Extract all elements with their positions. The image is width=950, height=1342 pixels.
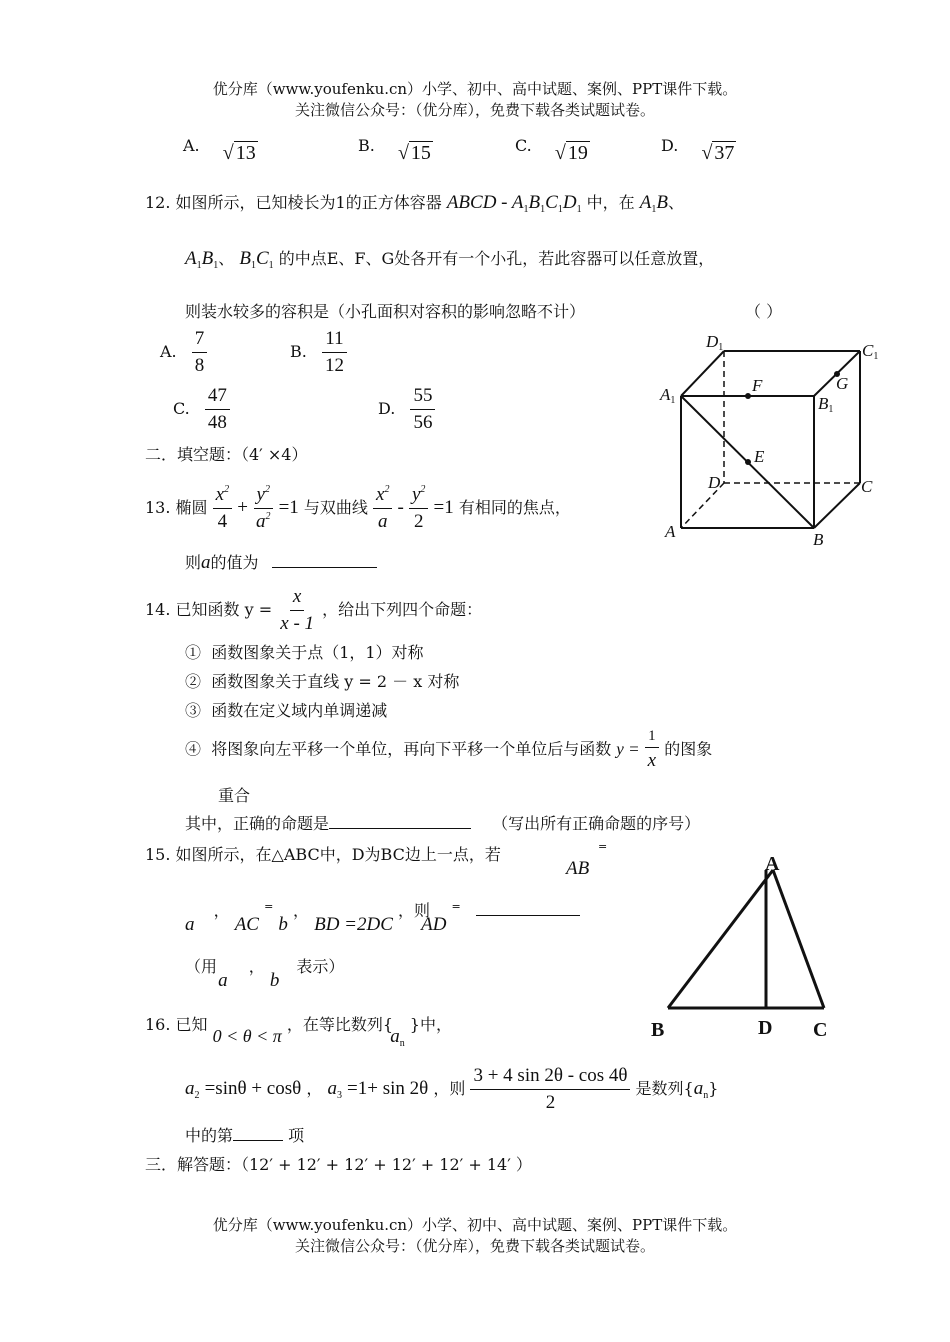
- q13-line-2: 则a的值为: [185, 550, 377, 574]
- point-e: [745, 459, 751, 465]
- q16-line-1: 16. 已知 0 < θ < π ，在等比数列{ $a_n$ }中，: [145, 1015, 452, 1049]
- q14-intro: 14. 已知函数 y = $\frac{x}{x - 1}$ ，给出下列四个命题：: [145, 586, 483, 634]
- footer-line-2: 关注微信公众号：（优分库），免费下载各类试题试卷。: [294, 1237, 655, 1255]
- footer-line-1: 优分库（www.youfenku.cn）小学、初中、高中试题、案例、PPT课件下载。: [212, 1216, 738, 1234]
- q11-option-a: A. √ 13: [183, 136, 256, 164]
- q12-option-b: B. $\frac{11}{12}$: [290, 328, 347, 377]
- triangle-figure: [648, 848, 838, 1043]
- label-d: D: [708, 473, 721, 492]
- q16-line-3: 中的第 项: [185, 1126, 305, 1145]
- label-d: D: [758, 1017, 773, 1039]
- q12-option-a: A. $\frac{7}{8}$: [160, 328, 207, 377]
- label-f: F: [752, 376, 763, 395]
- label-a: A: [665, 522, 676, 541]
- q12-line-1: 12. 如图所示，已知棱长为1的正方体容器 ABCD - $A_1B_1C_1D_1$ 中，在 $A_1B$、: [145, 192, 684, 215]
- label-a1: A1: [660, 385, 676, 406]
- q16-line-2: $a_2 =\sin\theta + \cos\theta$ ， $a_3 =1+ \sin 2\theta$ ，则 $\frac{3 + 4 \sin 2\theta - \cos 4\theta}{2}$ 是数列$\{a_n\}$: [185, 1065, 719, 1113]
- q16-answer-blank[interactable]: [233, 1140, 283, 1141]
- label-a: A: [765, 853, 780, 875]
- q15-answer-blank[interactable]: [476, 915, 580, 916]
- q15-line-1: 15. 如图所示，在△ABC中，D为BC边上一点，若: [145, 845, 501, 864]
- q13-line-1: 13. 椭圆 $\frac{x^2}{4}$ + $\frac{y^2}{a^2}$ =1 与双曲线 $\frac{x^2}{a}$ - $\frac{y^2}{2}$ =1 有相同的焦点，: [145, 484, 571, 532]
- section-2-title: 二．填空题：（4′ ×4）: [145, 445, 308, 464]
- label-g: G: [836, 374, 849, 393]
- q14-answer-blank[interactable]: [329, 828, 471, 829]
- q15-eq-1: =: [598, 840, 608, 853]
- label-c: C: [861, 477, 873, 496]
- cube-figure: [650, 325, 890, 560]
- q11-option-c: C. √ 19: [515, 136, 588, 164]
- q15-line-3: （用 a ， b 表示）: [185, 957, 345, 991]
- header-line-2: 关注微信公众号：（优分库），免费下载各类试题试卷。: [294, 101, 655, 119]
- q12-option-c: C. $\frac{47}{48}$: [173, 385, 230, 434]
- q15-line-2: a ， AC = b ， BD =2DC ，则 AD =: [185, 898, 580, 922]
- section-3-title: 三．解答题：（12′ + 12′ + 12′ + 12′ + 12′ + 14′ ）: [145, 1155, 532, 1174]
- q12-option-d: D. $\frac{55}{56}$: [378, 385, 435, 434]
- q14-answer: 其中，正确的命题是 （写出所有正确命题的序号）: [185, 814, 701, 833]
- q14-item-4-cont: 重合: [218, 786, 251, 805]
- header-line-1: 优分库（www.youfenku.cn）小学、初中、高中试题、案例、PPT课件下载。: [212, 80, 738, 98]
- label-d1: D1: [706, 332, 724, 353]
- label-b: B: [651, 1019, 665, 1041]
- q12-answer-paren: （ ）: [745, 302, 783, 321]
- q14-item-2: ② 函数图象关于直线 y = 2 － x 对称: [185, 672, 460, 691]
- q14-item-1: ① 函数图象关于点（1，1）对称: [185, 643, 424, 662]
- label-c1: C1: [862, 341, 879, 362]
- label-c: C: [813, 1019, 828, 1041]
- label-b: B: [813, 530, 824, 549]
- q11-option-d: D. √ 37: [661, 136, 735, 164]
- q12-line-3: 则装水较多的容积是（小孔面积对容积的影响忽略不计）: [185, 302, 586, 321]
- q13-answer-blank[interactable]: [272, 567, 377, 568]
- label-e: E: [754, 447, 765, 466]
- q12-line-2: $A_1B_1$、 $B_1C_1$ 的中点E、F、G处各开有一个小孔，若此容器可以任意放置，: [185, 248, 715, 271]
- label-b1: B1: [818, 394, 834, 415]
- q15-vector-ab: AB: [566, 858, 590, 879]
- q11-option-b: B. √ 15: [358, 136, 431, 164]
- point-f: [745, 393, 751, 399]
- q14-item-3: ③ 函数在定义域内单调递减: [185, 701, 388, 720]
- q14-item-4: ④ 将图象向左平移一个单位，再向下平移一个单位后与函数 y = $\frac{1}{x}$ 的图象: [185, 728, 713, 772]
